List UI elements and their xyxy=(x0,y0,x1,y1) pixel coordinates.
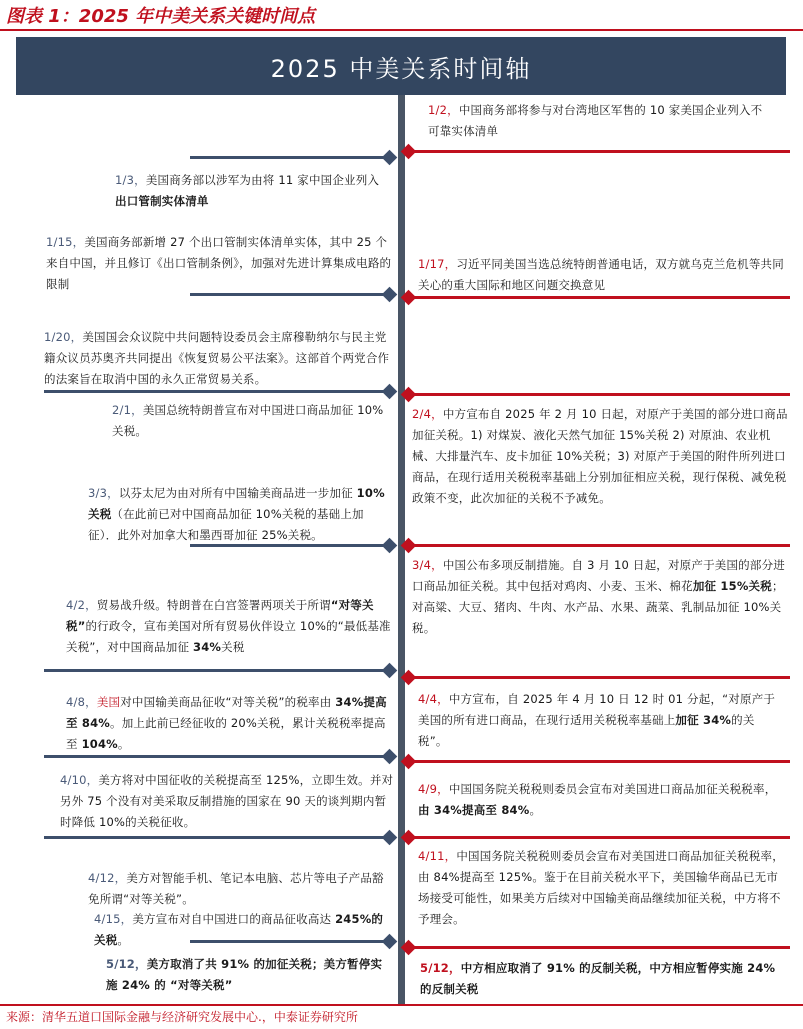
event-text: 美国商务部以涉军为由将 11 家中国企业列入 xyxy=(145,173,380,187)
event-r6 xyxy=(418,779,784,821)
event-text: 中方相应取消了 91% 的反制关税，中方相应暂停实施 24% 的反制关税 xyxy=(420,961,776,996)
event-r1 xyxy=(428,100,768,142)
source-note: 来源：清华五道口国际金融与经济研究发展中心.，中泰证券研究所 xyxy=(6,1010,358,1024)
arrow-l7 xyxy=(44,755,390,758)
event-r7 xyxy=(418,846,784,930)
event-date: 1/2， xyxy=(428,103,459,117)
event-l11 xyxy=(106,954,386,996)
event-date: 4/12， xyxy=(88,871,127,885)
event-l4 xyxy=(112,400,388,442)
figure-title: 图表 1：2025 年中美关系关键时间点 xyxy=(6,6,316,27)
arrow-r1 xyxy=(408,150,790,153)
event-bold: 加征 15%关税 xyxy=(692,579,772,593)
arrow-r8 xyxy=(408,946,790,949)
arrow-r7 xyxy=(408,836,790,839)
event-text: 美国总统特朗普宣布对中国进口商品加征 10%关税。 xyxy=(112,403,384,438)
arrow-l8 xyxy=(44,836,390,839)
event-date: 4/10， xyxy=(60,773,99,787)
event-text: 中国国务院关税税则委员会宣布对美国进口商品加征关税税率， xyxy=(448,782,777,796)
event-l7 xyxy=(66,692,392,755)
event-text: 对中国输美商品征收“对等关税”的税率由 xyxy=(120,695,336,709)
timeline-axis xyxy=(398,95,405,1005)
event-l9 xyxy=(88,868,388,910)
event-text: 贸易战升级。特朗普在白宫签署两项关于所谓 xyxy=(96,598,331,612)
arrow-r6 xyxy=(408,760,790,763)
event-date: 5/12， xyxy=(420,961,461,975)
event-r5 xyxy=(418,689,784,752)
event-prefix: 美国 xyxy=(96,695,121,709)
event-date: 1/15， xyxy=(46,235,85,249)
event-date: 4/11， xyxy=(418,849,457,863)
arrow-r2 xyxy=(408,296,790,299)
arrow-r4 xyxy=(408,544,790,547)
event-text: 的行政令，宣布美国对所有贸易伙伴设立 10%的“最低基准关税”，对中国商品加征 xyxy=(66,619,391,654)
event-r8 xyxy=(420,958,790,1000)
event-date: 4/9， xyxy=(418,782,449,796)
event-bold: 245%的关税 xyxy=(94,912,384,947)
event-date: 4/15， xyxy=(94,912,133,926)
event-bold: 加征 34% xyxy=(675,713,732,727)
arrow-r5 xyxy=(408,676,790,679)
event-text: 以芬太尼为由对所有中国输美商品进一步加征 xyxy=(118,486,357,500)
event-text: 美国国会众议院中共问题特设委员会主席穆勒纳尔与民主党籍众议员苏奥齐共同提出《恢复贸易公平法案》。这部首个两党合作的法案旨在取消中国的永久正常贸易关系。 xyxy=(44,330,390,386)
event-text: 美方对智能手机、笔记本电脑、芯片等电子产品豁免所谓“对等关税”。 xyxy=(88,871,384,906)
event-date: 1/3， xyxy=(115,173,146,187)
source-rule xyxy=(0,1004,803,1006)
event-text: 。 xyxy=(117,737,130,751)
event-date: 1/17， xyxy=(418,257,457,271)
event-bold: 10%关税 xyxy=(88,486,385,521)
event-l5 xyxy=(88,483,388,546)
event-text: ；对高粱、大豆、猪肉、牛肉、水产品、水果、蔬菜、乳制品加征 10%关税。 xyxy=(412,579,784,635)
event-text: 。 xyxy=(529,803,542,817)
event-text: 中国公布多项反制措施。自 3 月 10 日起，对原产于美国的部分进口商品加征关税。其中包括对鸡肉、小麦、玉米、棉花 xyxy=(412,558,785,593)
title-rule xyxy=(0,29,803,31)
event-bold: 104% xyxy=(81,737,118,751)
timeline-banner: 2025 中美关系时间轴 xyxy=(16,37,786,95)
arrow-l6 xyxy=(44,669,390,672)
event-bold: 34% xyxy=(193,640,222,654)
event-text: 。加上此前已经征收的 20%关税，累计关税税率提高至 xyxy=(66,716,386,751)
event-text: 中方宣布，自 2025 年 4 月 10 日 12 时 01 分起，“对原产于美国的所有进口商品，在现行适用关税税率基础上 xyxy=(418,692,776,727)
event-r2 xyxy=(418,254,784,296)
event-text: 的关税”。 xyxy=(418,713,755,748)
event-date: 3/3， xyxy=(88,486,119,500)
event-text: 习近平同美国当选总统特朗普通电话，双方就乌克兰危机等共同关心的重大国际和地区问题交换意见 xyxy=(418,257,784,292)
event-text: （在此前已对中国商品加征 10%关税的基础上加征）．此外对加拿大和墨西哥加征 25%关税。 xyxy=(88,507,364,542)
event-text: 。 xyxy=(117,933,130,947)
event-text: 美方宣布对自中国进口的商品征收高达 xyxy=(132,912,336,926)
event-bold: 由 34%提高至 84% xyxy=(418,803,530,817)
event-date: 2/4， xyxy=(412,407,443,421)
event-l10 xyxy=(94,909,394,951)
event-bold: 出口管制实体清单 xyxy=(115,194,209,208)
event-text: 美方将对中国征收的关税提高至 125%，立即生效。并对另外 75 个没有对美采取反制措施的国家在 90 天的谈判期内暂时降低 10%的关税征收。 xyxy=(60,773,394,829)
event-text: 美国商务部新增 27 个出口管制实体清单实体，其中 25 个来自中国，并且修订《出口管制条例》，加强对先进计算集成电路的限制 xyxy=(46,235,392,291)
event-date: 2/1， xyxy=(112,403,143,417)
event-text: 中方宣布自 2025 年 2 月 10 日起，对原产于美国的部分进口商品加征关税。1) 对煤炭、液化天然气加征 15%关税 2) 对原油、农业机械、大排量汽车、皮卡加征 10%关税；3) 对原产于美国的附件所列进口商品，在现行适用关税税率基础上分别加征相应关税，现行保税、减免税政策不变，此次加征的关税不予减免。 xyxy=(412,407,788,505)
event-date: 1/20， xyxy=(44,330,83,344)
event-date: 5/12， xyxy=(106,957,147,971)
event-text: 中国国务院关税税则委员会宣布对美国进口商品加征关税税率，由 84%提高至 125%。鉴于在目前关税水平下，美国输华商品已无市场接受可能性，如果美方后续对中国输美商品继续加征关税，中方将不予理会。 xyxy=(418,849,784,926)
event-l3 xyxy=(44,327,394,390)
event-l8 xyxy=(60,770,394,833)
arrow-l1 xyxy=(190,156,390,159)
arrow-l3 xyxy=(44,390,390,393)
event-text: 美方取消了共 91% 的加征关税；美方暂停实施 24% 的 “对等关税” xyxy=(106,957,383,992)
event-date: 4/2， xyxy=(66,598,97,612)
event-bold: “对等关税” xyxy=(66,598,374,633)
event-date: 3/4， xyxy=(412,558,443,572)
event-date: 4/8， xyxy=(66,695,97,709)
event-text: 中国商务部将参与对台湾地区军售的 10 家美国企业列入不可靠实体清单 xyxy=(428,103,763,138)
event-r3 xyxy=(412,404,788,509)
event-l1 xyxy=(115,170,383,212)
event-bold: 34%提高至 84% xyxy=(66,695,387,730)
event-l2 xyxy=(46,232,396,295)
event-text: 关税 xyxy=(221,640,245,654)
event-r4 xyxy=(412,555,788,639)
arrow-r3 xyxy=(408,393,790,396)
event-l6 xyxy=(66,595,392,658)
event-date: 4/4， xyxy=(418,692,449,706)
